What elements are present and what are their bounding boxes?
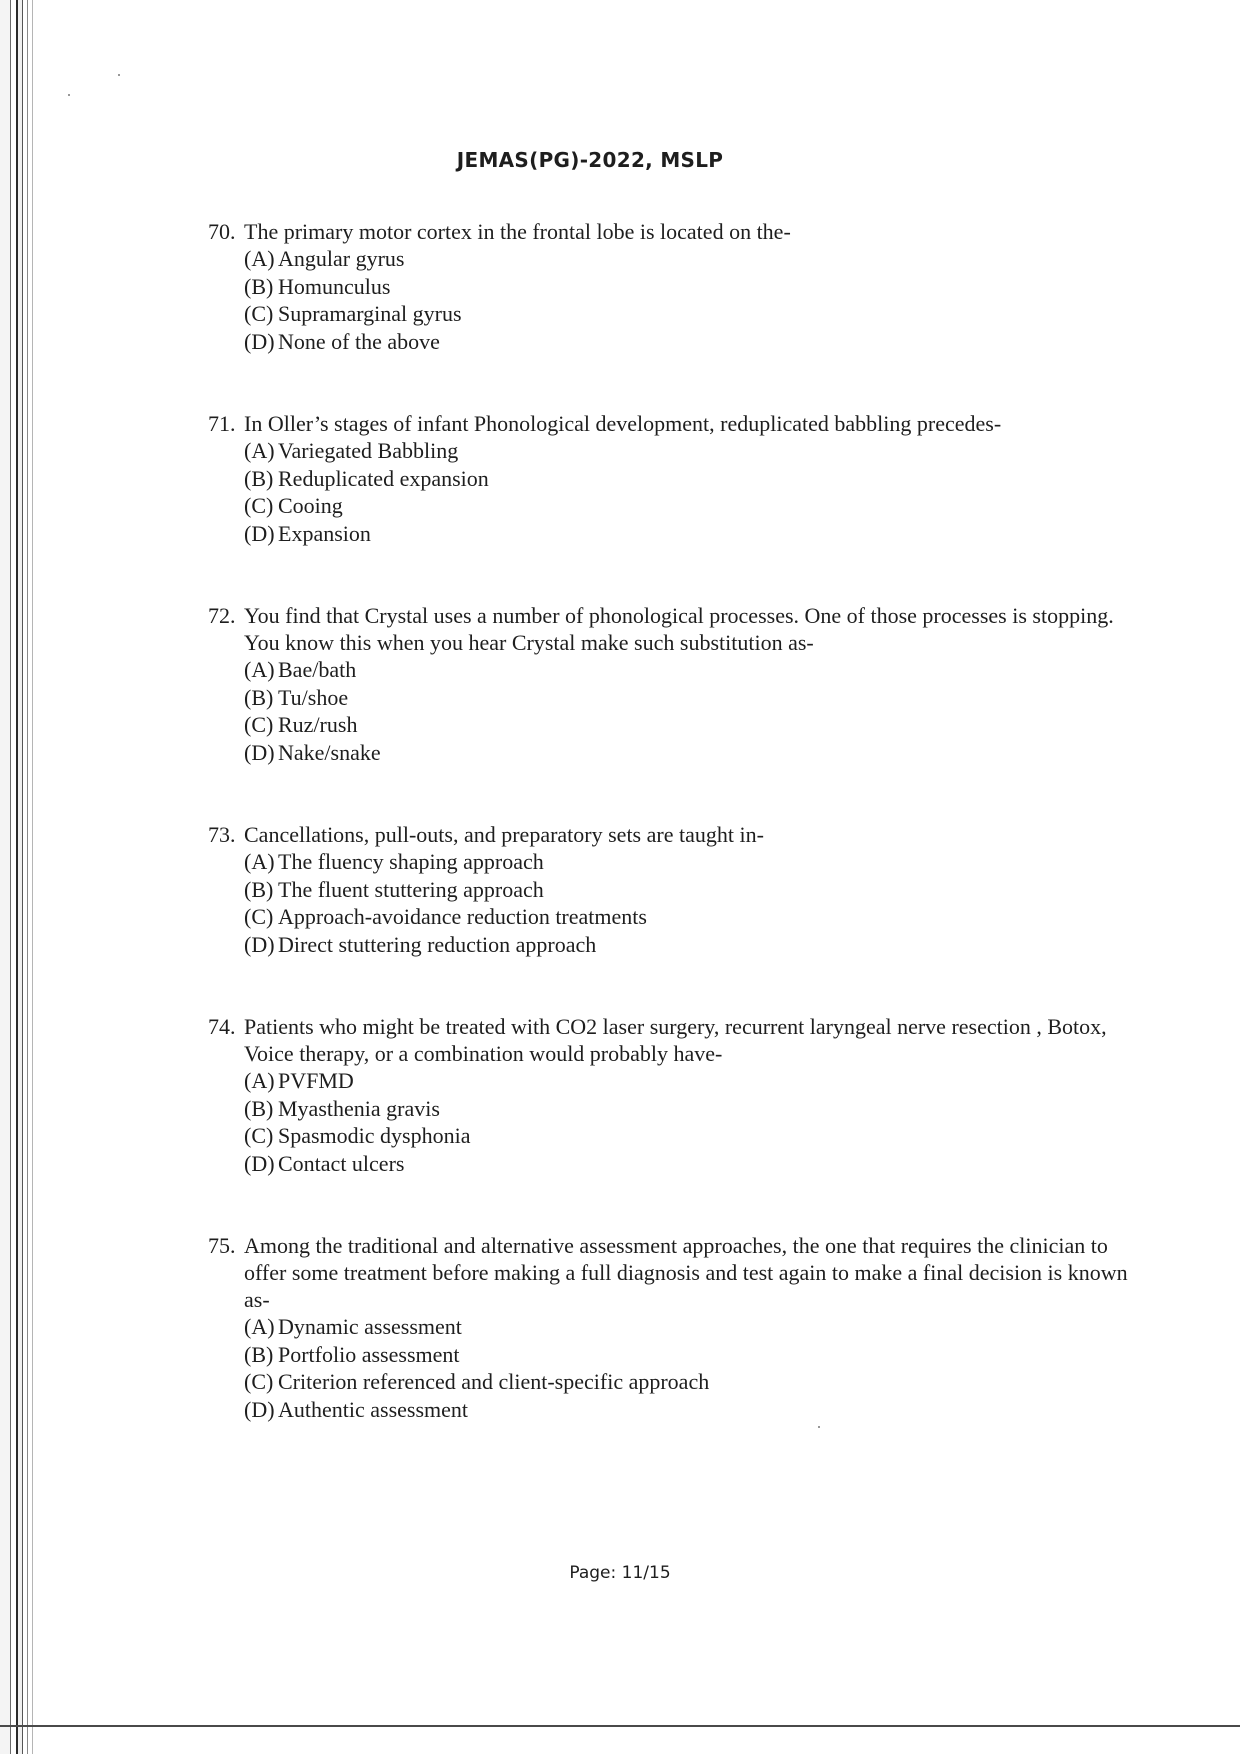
option-c [244, 711, 1128, 739]
option-a [244, 245, 1128, 273]
option-b [244, 273, 1128, 301]
question-number: 73. [208, 822, 236, 847]
option-letter: (D) [244, 1396, 275, 1422]
option-text: Direct stuttering reduction approach [278, 931, 597, 957]
option-letter: (A) [244, 1068, 275, 1093]
option-c [244, 903, 1128, 931]
scan-speck [68, 94, 70, 96]
option-text: Myasthenia gravis [278, 1095, 440, 1121]
option-list [244, 1313, 1128, 1423]
option-letter: (C) [244, 1123, 274, 1148]
option-text: Reduplicated expansion [278, 465, 489, 491]
option-text: PVFMD [278, 1068, 354, 1093]
option-a [244, 437, 1128, 465]
option-letter: (B) [244, 876, 274, 902]
option-letter: (B) [244, 273, 274, 299]
option-text: Portfolio assessment [278, 1341, 460, 1367]
question-text: You find that Crystal uses a number of phonological processes. One of those processes is stopping. You know this when you hear Crystal make such substitution as- [244, 603, 1114, 655]
question-number: 70. [208, 219, 236, 244]
option-a [244, 1067, 1128, 1095]
option-text: The fluency shaping approach [278, 849, 544, 874]
option-text: Authentic assessment [278, 1396, 469, 1422]
question-number: 75. [208, 1233, 236, 1258]
option-d [244, 1396, 1128, 1424]
option-b [244, 1095, 1128, 1123]
option-letter: (B) [244, 465, 274, 491]
option-letter: (A) [244, 657, 275, 682]
option-text: Contact ulcers [278, 1150, 405, 1176]
question-74 [208, 1013, 1128, 1177]
option-a [244, 656, 1128, 684]
option-letter: (D) [244, 931, 275, 957]
option-letter: (A) [244, 246, 275, 271]
option-list [244, 1067, 1128, 1177]
option-text: Tu/shoe [278, 684, 349, 710]
option-text: Bae/bath [278, 657, 357, 682]
option-letter: (B) [244, 1341, 274, 1367]
option-list [244, 245, 1128, 355]
option-letter: (C) [244, 1369, 274, 1394]
question-text: Patients who might be treated with CO2 laser surgery, recurrent laryngeal nerve resection , Botox, Voice therapy, or a combination would probably have- [244, 1014, 1107, 1066]
scan-speck [118, 74, 120, 76]
option-letter: (D) [244, 1150, 275, 1176]
option-text: None of the above [278, 328, 440, 354]
question-text: Cancellations, pull-outs, and preparatory sets are taught in- [244, 822, 764, 847]
question-number: 74. [208, 1014, 236, 1039]
option-text: Approach-avoidance reduction treatments [278, 904, 647, 929]
option-letter: (A) [244, 438, 275, 463]
option-list [244, 656, 1128, 766]
option-letter: (D) [244, 328, 275, 354]
question-text: The primary motor cortex in the frontal lobe is located on the- [244, 219, 791, 244]
option-list [244, 848, 1128, 958]
option-d [244, 328, 1128, 356]
option-text: Ruz/rush [278, 712, 358, 737]
option-c [244, 300, 1128, 328]
option-a [244, 1313, 1128, 1341]
option-text: Cooing [278, 493, 343, 518]
option-text: Supramarginal gyrus [278, 301, 462, 326]
question-72 [208, 602, 1128, 766]
page-number: Page: 11/15 [569, 1563, 671, 1583]
option-b [244, 465, 1128, 493]
question-text: Among the traditional and alternative assessment approaches, the one that requires the clinician to offer some treatment before making a full diagnosis and test again to make a final decision is known as- [244, 1233, 1128, 1312]
option-text: The fluent stuttering approach [278, 876, 544, 902]
question-70 [208, 218, 1128, 355]
option-letter: (C) [244, 493, 274, 518]
option-letter: (C) [244, 712, 274, 737]
option-c [244, 492, 1128, 520]
option-c [244, 1122, 1128, 1150]
scan-binding-edge [0, 0, 40, 1754]
option-letter: (A) [244, 1314, 275, 1339]
question-list [208, 218, 1128, 1478]
option-text: Nake/snake [278, 739, 381, 765]
page-title: JEMAS(PG)-2022, MSLP [456, 148, 724, 172]
option-letter: (D) [244, 520, 275, 546]
question-71 [208, 410, 1128, 547]
option-text: Expansion [278, 520, 371, 546]
option-text: Variegated Babbling [278, 438, 459, 463]
option-letter: (A) [244, 849, 275, 874]
option-text: Spasmodic dysphonia [278, 1123, 471, 1148]
option-text: Homunculus [278, 273, 391, 299]
option-b [244, 1341, 1128, 1369]
question-75 [208, 1232, 1128, 1423]
question-number: 72. [208, 603, 236, 628]
option-list [244, 437, 1128, 547]
option-letter: (C) [244, 301, 274, 326]
option-text: Angular gyrus [278, 246, 405, 271]
option-a [244, 848, 1128, 876]
question-73 [208, 821, 1128, 958]
option-d [244, 520, 1128, 548]
option-letter: (D) [244, 739, 275, 765]
option-d [244, 931, 1128, 959]
option-letter: (B) [244, 684, 274, 710]
scan-bottom-line [0, 1725, 1240, 1727]
option-letter: (B) [244, 1095, 274, 1121]
option-letter: (C) [244, 904, 274, 929]
option-b [244, 684, 1128, 712]
option-text: Dynamic assessment [278, 1314, 462, 1339]
option-b [244, 876, 1128, 904]
option-c [244, 1368, 1128, 1396]
option-d [244, 739, 1128, 767]
question-number: 71. [208, 411, 236, 436]
option-text: Criterion referenced and client-specific approach [278, 1369, 710, 1394]
question-text: In Oller’s stages of infant Phonological development, reduplicated babbling precedes- [244, 411, 1002, 436]
option-d [244, 1150, 1128, 1178]
